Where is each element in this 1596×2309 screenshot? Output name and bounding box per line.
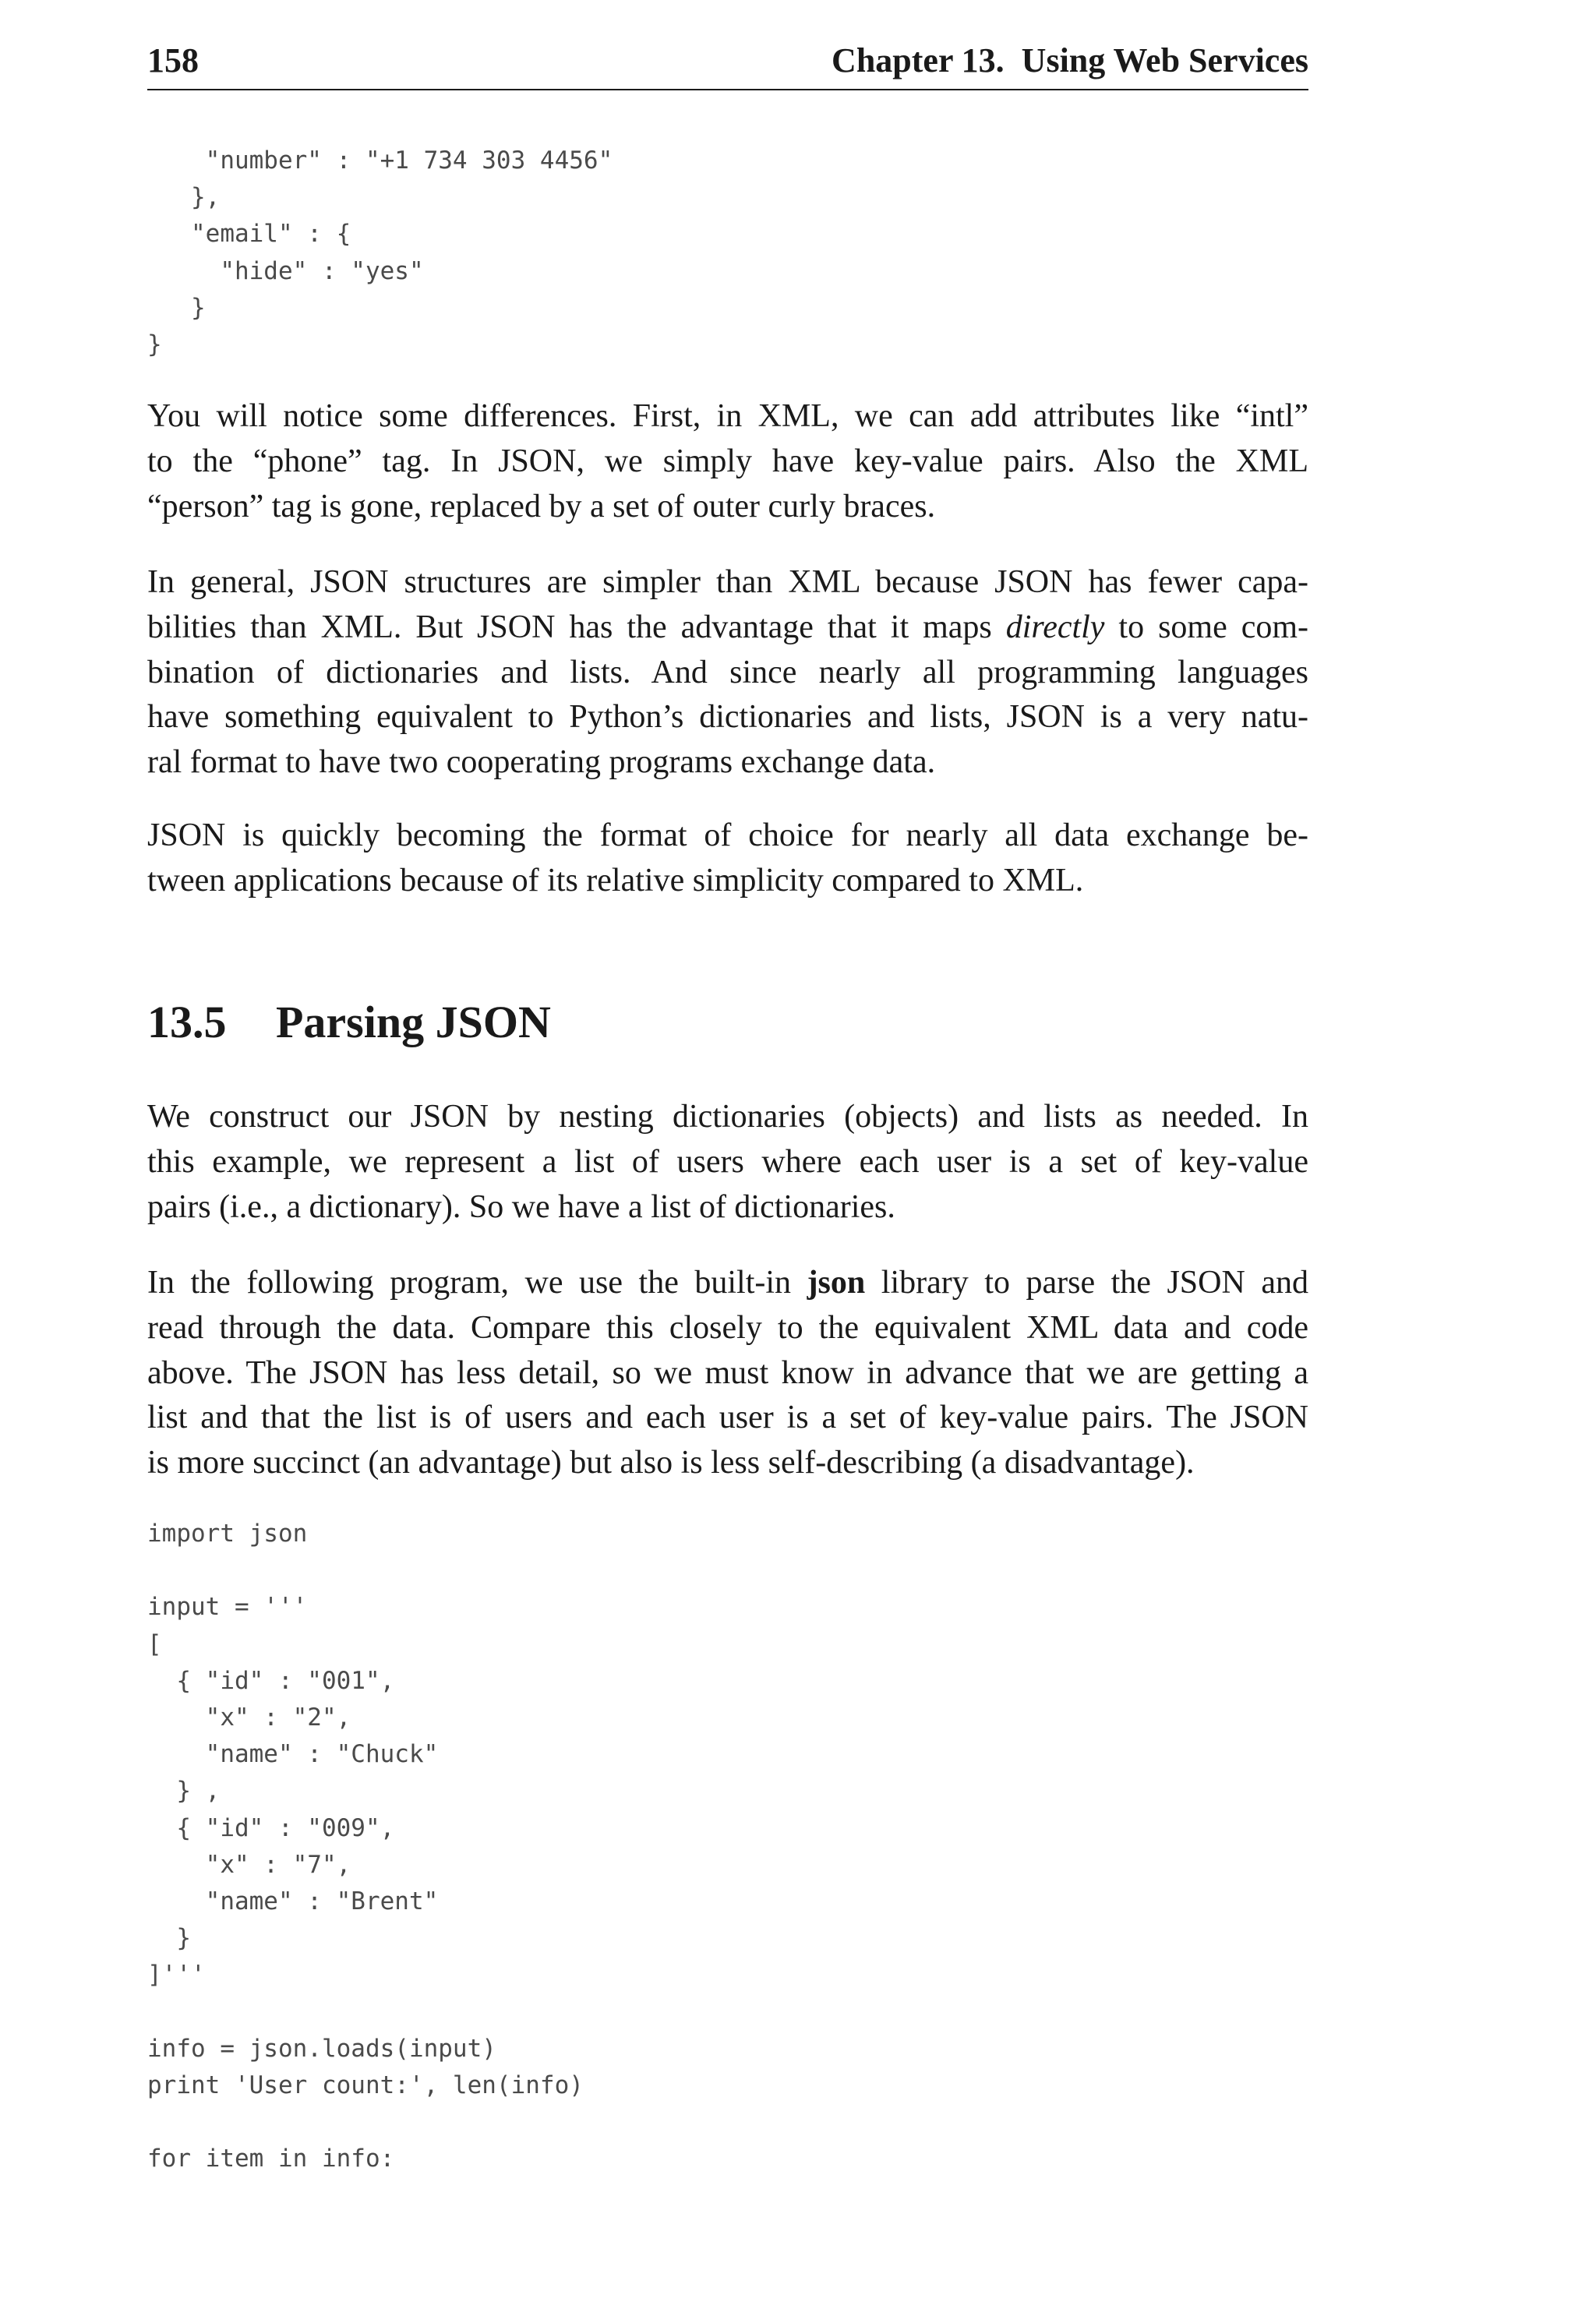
section-number: 13.5	[147, 997, 227, 1047]
paragraph-following-program	[147, 1261, 1308, 1486]
text-line: have something equivalent to Python’s dictionaries and lists, JSON is a very natu-	[147, 699, 1308, 736]
text-line	[147, 1261, 1308, 1306]
text-line: ral format to have two cooperating programs exchange data.	[147, 744, 936, 781]
text-line: read through the data. Compare this closely to the equivalent XML data and code	[147, 1309, 1308, 1346]
code-block-parse-json: import json input = ''' [ { "id" : "001", "x" : "2", "name" : "Chuck" } , { "id" : "009", "x" : "7", "name" : "Brent" } ]''' info = json.loads(input) print 'User count:', len(info) for item in info:	[147, 1520, 584, 2173]
text-run: to some com-	[1104, 609, 1308, 645]
text-line: In general, JSON structures are simpler than XML because JSON has fewer capa-	[147, 564, 1308, 600]
text-line: above. The JSON has less detail, so we must know in advance that we are getting a	[147, 1354, 1308, 1391]
text-run: In the following program, we use the built-in	[147, 1265, 807, 1301]
text-line: is more succinct (an advantage) but also is less self-describing (a disadvantage).	[147, 1445, 1195, 1481]
text-run: library to parse the JSON and	[865, 1265, 1308, 1301]
text-line: list and that the list is of users and each user is a set of key-value pairs. The JSON	[147, 1400, 1308, 1436]
text-line: to the “phone” tag. In JSON, we simply have key-value pairs. Also the XML	[147, 443, 1308, 479]
text-line	[147, 605, 1308, 651]
chapter-title: Chapter 13. Using Web Services	[832, 41, 1308, 79]
section-heading	[147, 996, 551, 1048]
text-line: pairs (i.e., a dictionary). So we have a list of dictionaries.	[147, 1188, 895, 1225]
text-line: JSON is quickly becoming the format of choice for nearly all data exchange be-	[147, 817, 1308, 853]
text-run: bilities than XML. But JSON has the advantage that it maps	[147, 609, 1006, 645]
section-title: Parsing JSON	[276, 997, 551, 1047]
text-line: You will notice some differences. First, in XML, we can add attributes like “intl”	[147, 398, 1308, 434]
text-line: tween applications because of its relative simplicity compared to XML.	[147, 862, 1084, 899]
paragraph-construct-json	[147, 1095, 1308, 1230]
paragraph-json-simpler	[147, 560, 1308, 786]
text-line: We construct our JSON by nesting dictionaries (objects) and lists as needed. In	[147, 1099, 1308, 1135]
code-block-json-continuation: "number" : "+1 734 303 4456" }, "email" : { "hide" : "yes" } }	[147, 147, 613, 359]
paragraph-differences	[147, 394, 1308, 529]
text-line: “person” tag is gone, replaced by a set of outer curly braces.	[147, 488, 936, 524]
emphasis-directly: directly	[1005, 609, 1105, 645]
text-line: bination of dictionaries and lists. And since nearly all programming languages	[147, 654, 1308, 690]
page-number: 158	[147, 41, 199, 79]
paragraph-format-of-choice	[147, 814, 1308, 904]
running-head	[147, 41, 1308, 90]
text-line: this example, we represent a list of users where each user is a set of key-value	[147, 1143, 1308, 1180]
bold-json: json	[807, 1265, 866, 1301]
